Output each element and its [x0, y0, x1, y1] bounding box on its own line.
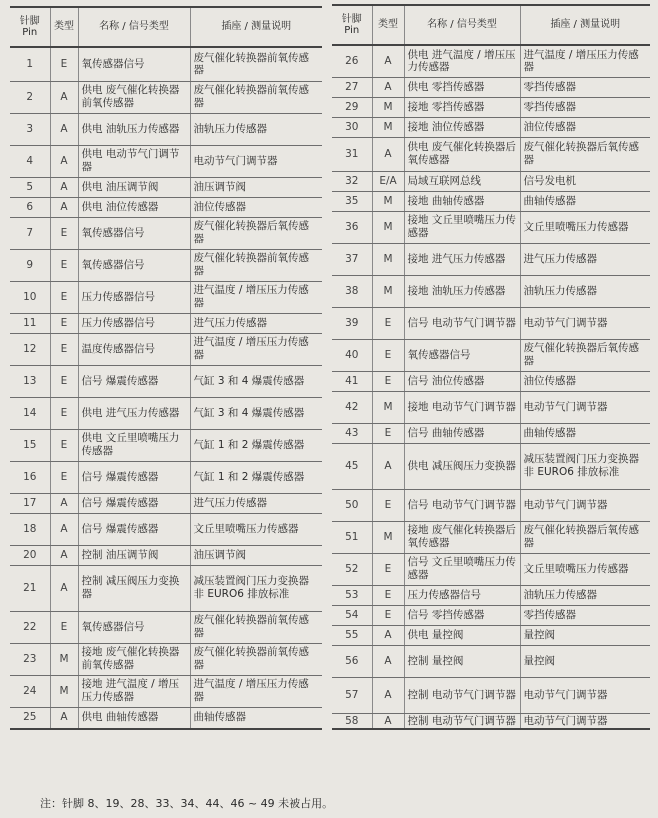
pin-cell: 22 — [10, 611, 50, 643]
name-cell: 接地 油轨压力传感器 — [404, 275, 520, 307]
name-cell: 局域互联网总线 — [404, 171, 520, 191]
desc-cell: 进气温度 / 增压压力传感器 — [190, 675, 322, 707]
desc-cell: 油轨压力传感器 — [190, 113, 322, 145]
desc-cell: 进气压力传感器 — [190, 313, 322, 333]
table-row — [10, 81, 322, 113]
type-cell: E — [50, 47, 78, 81]
table-row — [332, 77, 650, 97]
table-row — [332, 275, 650, 307]
table-row — [10, 707, 322, 729]
type-cell: A — [50, 493, 78, 513]
pin-cell: 39 — [332, 307, 372, 339]
type-cell: E — [372, 371, 404, 391]
type-cell: E — [50, 281, 78, 313]
table-row — [10, 643, 322, 675]
table-header-row — [10, 7, 322, 47]
type-cell: E — [50, 397, 78, 429]
table-row — [332, 117, 650, 137]
name-cell: 供电 量控阀 — [404, 625, 520, 645]
pin-cell: 58 — [332, 713, 372, 729]
pin-cell: 32 — [332, 171, 372, 191]
desc-cell: 油位传感器 — [520, 117, 650, 137]
desc-cell: 信号发电机 — [520, 171, 650, 191]
desc-cell: 曲轴传感器 — [520, 191, 650, 211]
desc-cell: 废气催化转换器前氧传感器 — [190, 611, 322, 643]
desc-cell: 零挡传感器 — [520, 77, 650, 97]
name-cell: 供电 油压调节阀 — [78, 177, 190, 197]
name-cell: 压力传感器信号 — [78, 281, 190, 313]
type-cell: E — [372, 307, 404, 339]
type-cell: A — [372, 137, 404, 171]
desc-cell: 文丘里喷嘴压力传感器 — [520, 553, 650, 585]
table-row — [10, 113, 322, 145]
desc-column-header: 插座 / 测量说明 — [520, 5, 650, 45]
desc-cell: 电动节气门调节器 — [520, 391, 650, 423]
table-row — [10, 145, 322, 177]
name-cell: 信号 电动节气门调节器 — [404, 489, 520, 521]
name-cell: 信号 零挡传感器 — [404, 605, 520, 625]
table-row — [332, 489, 650, 521]
table-row — [332, 645, 650, 677]
pin-header-en: Pin — [22, 27, 38, 38]
name-cell: 接地 进气压力传感器 — [404, 243, 520, 275]
desc-cell: 减压装置阀门压力变换器 非 EURO6 排放标准 — [520, 443, 650, 489]
type-cell: E — [50, 333, 78, 365]
desc-cell: 气缸 1 和 2 爆震传感器 — [190, 461, 322, 493]
type-cell: A — [372, 713, 404, 729]
table-row — [10, 513, 322, 545]
name-cell: 氧传感器信号 — [78, 217, 190, 249]
name-cell: 信号 曲轴传感器 — [404, 423, 520, 443]
desc-column-header: 插座 / 测量说明 — [190, 7, 322, 47]
type-cell: E — [50, 611, 78, 643]
pin-cell: 13 — [10, 365, 50, 397]
type-cell: E — [50, 429, 78, 461]
table-row — [332, 211, 650, 243]
table-row — [332, 191, 650, 211]
type-cell: A — [372, 645, 404, 677]
desc-cell: 油位传感器 — [520, 371, 650, 391]
desc-cell: 油压调节阀 — [190, 177, 322, 197]
table-body-right — [332, 45, 650, 729]
desc-cell: 油压调节阀 — [190, 545, 322, 565]
pin-cell: 4 — [10, 145, 50, 177]
desc-cell: 废气催化转换器后氧传感器 — [190, 217, 322, 249]
name-cell: 信号 油位传感器 — [404, 371, 520, 391]
name-cell: 接地 曲轴传感器 — [404, 191, 520, 211]
pin-header-cn: 针脚 — [19, 15, 40, 27]
pin-cell: 25 — [10, 707, 50, 729]
pin-cell: 26 — [332, 45, 372, 77]
type-cell: E — [372, 423, 404, 443]
table-row — [332, 553, 650, 585]
pin-cell: 15 — [10, 429, 50, 461]
type-column-header: 类型 — [50, 7, 78, 47]
pin-cell: 18 — [10, 513, 50, 545]
pin-cell: 45 — [332, 443, 372, 489]
desc-cell: 电动节气门调节器 — [520, 489, 650, 521]
table-row — [332, 137, 650, 171]
table-row — [10, 429, 322, 461]
desc-cell: 进气温度 / 增压压力传感器 — [520, 45, 650, 77]
pin-cell: 3 — [10, 113, 50, 145]
pin-cell: 55 — [332, 625, 372, 645]
pin-column-header — [332, 5, 372, 45]
table-row — [10, 397, 322, 429]
name-cell: 控制 油压调节阀 — [78, 545, 190, 565]
desc-cell: 进气温度 / 增压压力传感器 — [190, 281, 322, 313]
table-row — [10, 333, 322, 365]
pin-table-right — [332, 4, 650, 730]
type-cell: A — [50, 145, 78, 177]
name-cell: 控制 减压阀压力变换器 — [78, 565, 190, 611]
table-row — [10, 217, 322, 249]
desc-cell: 气缸 1 和 2 爆震传感器 — [190, 429, 322, 461]
type-cell: E/A — [372, 171, 404, 191]
name-cell: 供电 减压阀压力变换器 — [404, 443, 520, 489]
type-cell: M — [372, 117, 404, 137]
desc-cell: 零挡传感器 — [520, 97, 650, 117]
type-cell: M — [50, 675, 78, 707]
type-cell: A — [372, 677, 404, 713]
pin-cell: 2 — [10, 81, 50, 113]
table-row — [10, 493, 322, 513]
table-row — [332, 339, 650, 371]
name-cell: 供电 废气催化转换器前氧传感器 — [78, 81, 190, 113]
table-row — [332, 243, 650, 275]
pin-cell: 7 — [10, 217, 50, 249]
desc-cell: 进气压力传感器 — [190, 493, 322, 513]
name-cell: 控制 电动节气门调节器 — [404, 677, 520, 713]
pin-cell: 53 — [332, 585, 372, 605]
type-cell: E — [372, 553, 404, 585]
pin-table-left — [10, 6, 322, 730]
table-row — [332, 625, 650, 645]
pin-column-header — [10, 7, 50, 47]
desc-cell: 零挡传感器 — [520, 605, 650, 625]
name-column-header: 名称 / 信号类型 — [78, 7, 190, 47]
type-cell: M — [372, 521, 404, 553]
table-row — [10, 177, 322, 197]
pin-cell: 12 — [10, 333, 50, 365]
desc-cell: 曲轴传感器 — [520, 423, 650, 443]
desc-cell: 电动节气门调节器 — [520, 307, 650, 339]
type-cell: A — [372, 45, 404, 77]
type-cell: A — [50, 707, 78, 729]
pin-cell: 6 — [10, 197, 50, 217]
type-cell: A — [50, 81, 78, 113]
table-row — [332, 423, 650, 443]
desc-cell: 电动节气门调节器 — [190, 145, 322, 177]
pin-cell: 10 — [10, 281, 50, 313]
name-cell: 压力传感器信号 — [404, 585, 520, 605]
type-cell: M — [372, 97, 404, 117]
table-row — [10, 565, 322, 611]
type-cell: E — [372, 605, 404, 625]
table-row — [10, 197, 322, 217]
desc-cell: 废气催化转换器后氧传感器 — [520, 137, 650, 171]
table-row — [332, 391, 650, 423]
table-row — [10, 249, 322, 281]
pin-cell: 17 — [10, 493, 50, 513]
desc-cell: 曲轴传感器 — [190, 707, 322, 729]
desc-cell: 文丘里喷嘴压力传感器 — [520, 211, 650, 243]
table-row — [332, 521, 650, 553]
pin-cell: 57 — [332, 677, 372, 713]
name-column-header: 名称 / 信号类型 — [404, 5, 520, 45]
table-row — [332, 171, 650, 191]
type-cell: M — [372, 211, 404, 243]
name-cell: 供电 进气压力传感器 — [78, 397, 190, 429]
type-cell: A — [50, 545, 78, 565]
pin-cell: 42 — [332, 391, 372, 423]
desc-cell: 废气催化转换器后氧传感器 — [520, 339, 650, 371]
type-cell: M — [372, 243, 404, 275]
table-header-row — [332, 5, 650, 45]
pin-cell: 5 — [10, 177, 50, 197]
desc-cell: 气缸 3 和 4 爆震传感器 — [190, 397, 322, 429]
table-row — [332, 443, 650, 489]
pin-header-en: Pin — [344, 25, 360, 36]
desc-cell: 废气催化转换器前氧传感器 — [190, 47, 322, 81]
type-cell: M — [372, 391, 404, 423]
name-cell: 供电 曲轴传感器 — [78, 707, 190, 729]
table-row — [332, 371, 650, 391]
desc-cell: 文丘里喷嘴压力传感器 — [190, 513, 322, 545]
footnote: 注：针脚 8、19、28、33、34、44、46 ~ 49 未被占用。 — [40, 797, 334, 810]
pin-cell: 41 — [332, 371, 372, 391]
name-cell: 信号 爆震传感器 — [78, 513, 190, 545]
name-cell: 供电 废气催化转换器后氧传感器 — [404, 137, 520, 171]
name-cell: 供电 油位传感器 — [78, 197, 190, 217]
pin-cell: 37 — [332, 243, 372, 275]
pin-cell: 38 — [332, 275, 372, 307]
name-cell: 氧传感器信号 — [78, 249, 190, 281]
pin-cell: 9 — [10, 249, 50, 281]
pin-cell: 56 — [332, 645, 372, 677]
type-cell: A — [50, 177, 78, 197]
table-body-left — [10, 47, 322, 729]
table-row — [10, 545, 322, 565]
pin-cell: 14 — [10, 397, 50, 429]
pin-cell: 1 — [10, 47, 50, 81]
pin-cell: 51 — [332, 521, 372, 553]
name-cell: 控制 量控阀 — [404, 645, 520, 677]
pin-cell: 50 — [332, 489, 372, 521]
desc-cell: 电动节气门调节器 — [520, 713, 650, 729]
name-cell: 接地 电动节气门调节器 — [404, 391, 520, 423]
type-cell: E — [50, 365, 78, 397]
name-cell: 接地 进气温度 / 增压压力传感器 — [78, 675, 190, 707]
name-cell: 信号 爆震传感器 — [78, 493, 190, 513]
pin-cell: 21 — [10, 565, 50, 611]
name-cell: 供电 油轨压力传感器 — [78, 113, 190, 145]
table-row — [10, 611, 322, 643]
table-row — [10, 281, 322, 313]
type-cell: M — [372, 275, 404, 307]
desc-cell: 电动节气门调节器 — [520, 677, 650, 713]
table-row — [332, 97, 650, 117]
table-row — [10, 461, 322, 493]
type-cell: E — [50, 249, 78, 281]
pin-cell: 16 — [10, 461, 50, 493]
type-cell: A — [372, 77, 404, 97]
name-cell: 氧传感器信号 — [78, 611, 190, 643]
pin-cell: 35 — [332, 191, 372, 211]
type-cell: E — [50, 461, 78, 493]
table-row — [10, 313, 322, 333]
pin-cell: 43 — [332, 423, 372, 443]
pin-cell: 23 — [10, 643, 50, 675]
type-cell: E — [50, 313, 78, 333]
name-cell: 接地 油位传感器 — [404, 117, 520, 137]
type-cell: M — [372, 191, 404, 211]
name-cell: 信号 爆震传感器 — [78, 365, 190, 397]
pin-cell: 40 — [332, 339, 372, 371]
table-row — [332, 713, 650, 729]
name-cell: 供电 电动节气门调节器 — [78, 145, 190, 177]
name-cell: 信号 文丘里喷嘴压力传感器 — [404, 553, 520, 585]
table-row — [332, 605, 650, 625]
pin-cell: 54 — [332, 605, 372, 625]
desc-cell: 废气催化转换器前氧传感器 — [190, 249, 322, 281]
name-cell: 氧传感器信号 — [404, 339, 520, 371]
pin-cell: 31 — [332, 137, 372, 171]
desc-cell: 进气压力传感器 — [520, 243, 650, 275]
desc-cell: 进气温度 / 增压压力传感器 — [190, 333, 322, 365]
type-cell: M — [50, 643, 78, 675]
type-cell: E — [372, 489, 404, 521]
type-cell: A — [50, 513, 78, 545]
desc-cell: 废气催化转换器前氧传感器 — [190, 643, 322, 675]
pin-cell: 20 — [10, 545, 50, 565]
name-cell: 控制 电动节气门调节器 — [404, 713, 520, 729]
desc-cell: 废气催化转换器前氧传感器 — [190, 81, 322, 113]
desc-cell: 油轨压力传感器 — [520, 275, 650, 307]
name-cell: 供电 进气温度 / 增压压力传感器 — [404, 45, 520, 77]
desc-cell: 量控阀 — [520, 645, 650, 677]
name-cell: 供电 文丘里喷嘴压力传感器 — [78, 429, 190, 461]
type-cell: A — [372, 625, 404, 645]
type-cell: A — [372, 443, 404, 489]
pin-cell: 24 — [10, 675, 50, 707]
desc-cell: 量控阀 — [520, 625, 650, 645]
type-cell: E — [372, 585, 404, 605]
table-row — [10, 365, 322, 397]
name-cell: 供电 零挡传感器 — [404, 77, 520, 97]
pin-cell: 52 — [332, 553, 372, 585]
type-column-header: 类型 — [372, 5, 404, 45]
table-row — [10, 47, 322, 81]
pin-cell: 11 — [10, 313, 50, 333]
name-cell: 接地 零挡传感器 — [404, 97, 520, 117]
table-row — [332, 307, 650, 339]
pin-cell: 27 — [332, 77, 372, 97]
desc-cell: 气缸 3 和 4 爆震传感器 — [190, 365, 322, 397]
table-row — [332, 45, 650, 77]
table-row — [332, 677, 650, 713]
type-cell: A — [50, 197, 78, 217]
desc-cell: 减压装置阀门压力变换器 非 EURO6 排放标准 — [190, 565, 322, 611]
table-row — [332, 585, 650, 605]
name-cell: 压力传感器信号 — [78, 313, 190, 333]
name-cell: 温度传感器信号 — [78, 333, 190, 365]
name-cell: 接地 废气催化转换器前氧传感器 — [78, 643, 190, 675]
desc-cell: 废气催化转换器后氧传感器 — [520, 521, 650, 553]
pin-cell: 29 — [332, 97, 372, 117]
pin-cell: 30 — [332, 117, 372, 137]
name-cell: 信号 爆震传感器 — [78, 461, 190, 493]
pin-cell: 36 — [332, 211, 372, 243]
type-cell: E — [50, 217, 78, 249]
desc-cell: 油轨压力传感器 — [520, 585, 650, 605]
pin-header-cn: 针脚 — [341, 13, 362, 25]
desc-cell: 油位传感器 — [190, 197, 322, 217]
name-cell: 氧传感器信号 — [78, 47, 190, 81]
table-row — [10, 675, 322, 707]
name-cell: 信号 电动节气门调节器 — [404, 307, 520, 339]
type-cell: E — [372, 339, 404, 371]
name-cell: 接地 文丘里喷嘴压力传感器 — [404, 211, 520, 243]
name-cell: 接地 废气催化转换器后氧传感器 — [404, 521, 520, 553]
type-cell: A — [50, 113, 78, 145]
type-cell: A — [50, 565, 78, 611]
